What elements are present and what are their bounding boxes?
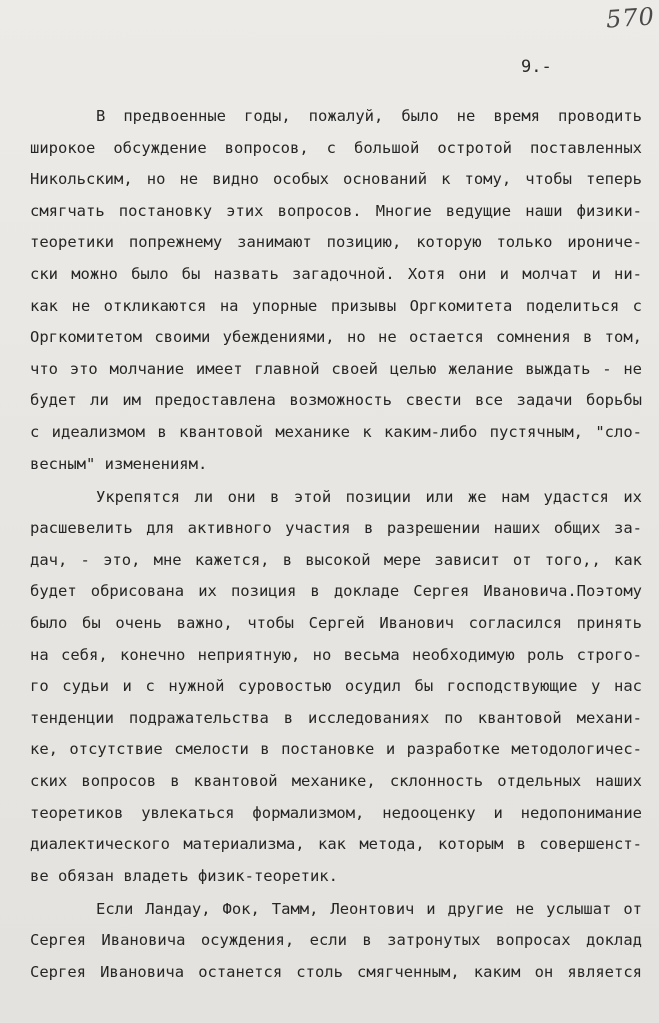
text-line: весным" изменениям.: [30, 454, 208, 473]
text-line: Никольским, но не видно особых оснований к тому, чтобы теперь: [30, 170, 642, 189]
text-line: как не откликаются на упорные призывы Оргкомитета поделиться с: [30, 296, 642, 315]
text-line: Сергея Ивановича осуждения, если в затронутых вопросах доклад: [30, 931, 642, 950]
text-line: го судьи и с нужной суровостью осудил бы господствующие у нас: [30, 677, 642, 696]
page-number: 9.-: [521, 57, 552, 77]
text-line: ски можно было бы назвать загадочной. Хотя они и молчат и ни-: [30, 264, 642, 283]
text-line: на себя, конечно неприятную, но весьма необходимую роль строго-: [30, 645, 642, 664]
body-text: [30, 101, 642, 990]
text-line: диалектического материализма, как метода, которым в совершенст-: [30, 835, 642, 854]
text-line: широкое обсуждение вопросов, с большой остротой поставленных: [30, 138, 642, 157]
archive-folio-number: 570: [605, 2, 656, 34]
text-line: было бы очень важно, чтобы Сергей Иванович согласился принять: [30, 614, 642, 632]
paragraph-3: [30, 894, 642, 989]
paragraph-1: [30, 101, 642, 480]
paragraph-2: [30, 482, 642, 893]
text-line: тенденции подражательства в исследованиях по квантовой механи-: [30, 708, 642, 727]
text-line: с идеализмом в квантовой механике к каким-либо пустячным, "сло-: [30, 422, 642, 441]
text-line: что это молчание имеет главной своей целью желание выждать - не: [30, 359, 642, 378]
text-line: В предвоенные годы, пожалуй, было не время проводить: [96, 107, 642, 125]
text-line: Если Ландау, Фок, Тамм, Леонтович и другие не услышат от: [96, 899, 642, 918]
text-line: смягчать постановку этих вопросов. Многие ведущие наши физики-: [30, 201, 642, 220]
text-line: Укрепятся ли они в этой позиции или же нам удастся их: [96, 487, 642, 506]
text-line: будет ли им предоставлена возможность свести все задачи борьбы: [30, 391, 642, 410]
text-line: Сергея Ивановича останется столь смягченным, каким он является: [30, 963, 642, 982]
text-line: будет обрисована их позиция в докладе Сергея Ивановича.Поэтому: [30, 582, 642, 601]
text-line: ве обязан владеть физик-теоретик.: [30, 866, 338, 885]
text-line: ских вопросов в квантовой механике, склонность отдельных наших: [30, 771, 642, 790]
text-line: дач, - это, мне кажется, в высокой мере зависит от того,, как: [30, 550, 642, 569]
text-line: расшевелить для активного участия в разрешении наших общих за-: [30, 519, 642, 538]
text-line: ке, отсутствие смелости в постановке и разработке методологичес-: [30, 740, 642, 759]
text-line: Оргкомитетом своими убеждениями, но не остается сомнения в том,: [30, 328, 642, 347]
text-line: теоретиков увлекаться формализмом, недооценку и недопонимание: [30, 803, 642, 822]
text-line: теоретики попрежнему занимают позицию, которую только ирониче-: [30, 233, 642, 252]
